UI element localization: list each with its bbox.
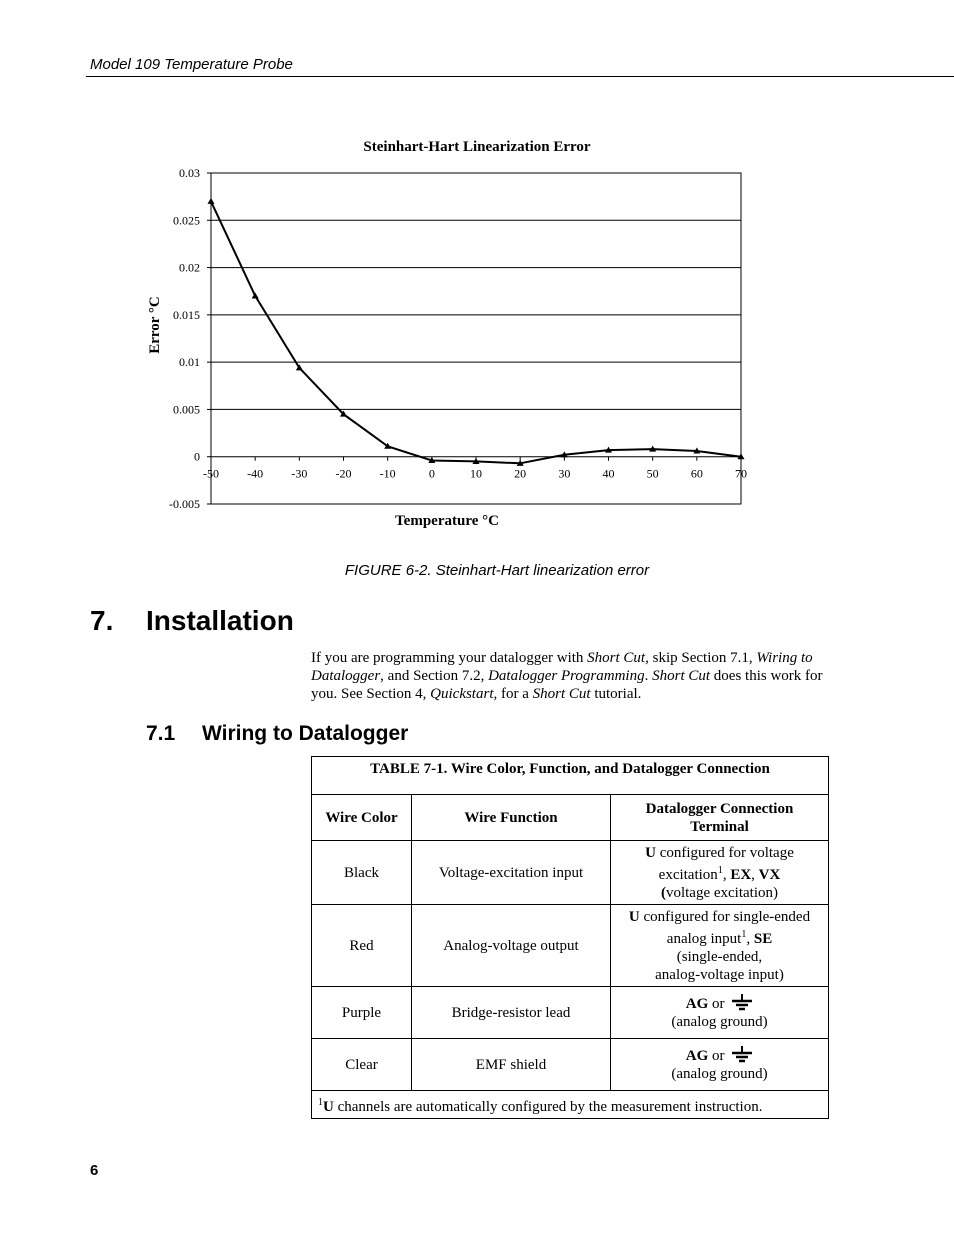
table-row <box>312 1039 829 1091</box>
series-markers <box>208 198 745 466</box>
cell-wire-function: Analog-voltage output <box>412 905 611 987</box>
table-caption: TABLE 7-1. Wire Color, Function, and Datalogger Connection <box>312 757 829 795</box>
x-axis-label: Temperature °C <box>395 513 499 529</box>
cell-terminal <box>611 841 829 905</box>
cell-wire-function: Voltage-excitation input <box>412 841 611 905</box>
intro-emph: Datalogger Programming <box>488 668 645 684</box>
subsection-title: Wiring to Datalogger <box>202 722 409 745</box>
cell-wire-function: Bridge-resistor lead <box>412 987 611 1039</box>
terminal-text: configured for voltage excitation <box>655 844 794 883</box>
y-tick-label: 0.005 <box>173 402 200 417</box>
subsection-heading <box>146 722 408 746</box>
cell-terminal <box>611 987 829 1039</box>
series-line <box>211 201 741 463</box>
table-row <box>312 841 829 905</box>
intro-text: , and Section 7.2, <box>380 668 489 684</box>
x-tick-label: -10 <box>379 466 396 481</box>
x-tick-label: 10 <box>470 466 482 481</box>
cell-wire-function: EMF shield <box>412 1039 611 1091</box>
footnote-text: channels are automatically configured by the measurement instruction. <box>333 1098 763 1115</box>
x-tick-label: 60 <box>690 466 703 481</box>
y-tick-label: 0.02 <box>179 260 200 275</box>
table-header-row <box>312 795 829 841</box>
data-point-marker <box>208 198 215 204</box>
x-tick-label: -50 <box>203 466 219 481</box>
x-tick-label: 70 <box>735 466 747 481</box>
cell-terminal <box>611 905 829 987</box>
terminal-text: (analog ground) <box>671 1014 768 1030</box>
ground-icon <box>731 994 753 1011</box>
chart-svg <box>0 130 954 540</box>
terminal-sep: , <box>751 866 759 883</box>
figure-caption: FIGURE 6-2. Steinhart-Hart linearization error <box>344 562 650 579</box>
intro-emph: Wiring to Datalogger <box>311 650 813 684</box>
intro-text: , for a <box>493 686 533 702</box>
x-tick-label: -20 <box>335 466 352 481</box>
terminal-text: configured for single-ended analog input <box>639 908 811 947</box>
terminal-ag: AG <box>685 1048 709 1064</box>
footnote-u: U <box>323 1098 334 1115</box>
table-caption-row <box>312 757 829 795</box>
terminal-paren: ( <box>660 884 666 901</box>
data-point-marker <box>252 292 259 298</box>
x-tick-label: -40 <box>247 466 264 481</box>
terminal-vx: VX <box>758 866 781 883</box>
cell-wire-color: Black <box>312 841 412 905</box>
intro-emph: Short Cut <box>532 686 591 702</box>
footnote-mark: 1 <box>318 1096 323 1108</box>
y-tick-labels <box>169 166 200 511</box>
header-rule <box>86 76 954 77</box>
intro-text: , skip Section 7.1, <box>645 650 757 666</box>
footnote-ref: 1 <box>717 864 723 876</box>
intro-emph: Quickstart <box>430 686 494 702</box>
terminal-u: U <box>628 908 640 925</box>
running-header: Model 109 Temperature Probe <box>90 56 293 73</box>
chart <box>0 130 954 540</box>
intro-text: does this work for you. See Section 4, <box>311 668 823 702</box>
x-tick-label: 40 <box>602 466 615 481</box>
table-row <box>312 987 829 1039</box>
x-tick-label: 20 <box>514 466 527 481</box>
header-terminal: Datalogger Connection Terminal <box>611 795 829 841</box>
section-title: Installation <box>146 605 294 636</box>
y-tick-label: 0.01 <box>179 355 200 370</box>
terminal-u: U <box>645 844 656 861</box>
x-tick-label: 30 <box>558 466 571 481</box>
intro-text: . <box>644 668 653 684</box>
intro-emph: Short Cut <box>652 668 711 684</box>
footnote-ref: 1 <box>741 928 747 940</box>
intro-paragraph <box>311 649 831 703</box>
chart-title: Steinhart-Hart Linearization Error <box>363 139 591 155</box>
section-number: 7. <box>90 605 114 636</box>
terminal-text: (single-ended, <box>676 948 763 965</box>
y-tick-label: 0.015 <box>173 307 200 322</box>
x-tick-label: -30 <box>291 466 308 481</box>
cell-wire-color: Purple <box>312 987 412 1039</box>
terminal-text: (analog ground) <box>671 1066 768 1082</box>
intro-text: tutorial. <box>590 686 642 702</box>
header-wire-function: Wire Function <box>412 795 611 841</box>
plot-frame <box>211 173 741 504</box>
page-number: 6 <box>90 1162 99 1179</box>
cell-wire-color: Red <box>312 905 412 987</box>
terminal-ag: AG <box>685 996 709 1012</box>
table-footnote-row <box>312 1091 829 1119</box>
y-axis-label: Error °C <box>147 296 163 354</box>
wire-table <box>311 756 829 1119</box>
x-tick-label: 0 <box>428 466 435 481</box>
terminal-or: or <box>708 1048 729 1064</box>
gridlines <box>207 173 741 504</box>
intro-emph: Short Cut <box>587 650 646 666</box>
terminal-text: analog-voltage input) <box>655 966 784 983</box>
x-tick-label: 50 <box>646 466 659 481</box>
table-footnote <box>312 1091 829 1119</box>
cell-wire-color: Clear <box>312 1039 412 1091</box>
subsection-number: 7.1 <box>146 722 176 745</box>
terminal-sep: , <box>746 930 754 947</box>
terminal-ex: EX <box>730 866 752 883</box>
terminal-or: or <box>708 996 729 1012</box>
y-tick-label: 0 <box>194 449 200 464</box>
y-tick-label: -0.005 <box>169 497 200 511</box>
y-tick-label: 0.03 <box>179 166 200 180</box>
terminal-text: voltage excitation) <box>665 884 779 901</box>
terminal-se: SE <box>753 930 773 947</box>
terminal-sep: , <box>722 866 731 883</box>
ground-icon <box>731 1046 753 1063</box>
cell-terminal <box>611 1039 829 1091</box>
section-heading <box>90 605 294 637</box>
y-tick-label: 0.025 <box>173 213 200 228</box>
intro-text: If you are programming your datalogger with <box>311 650 588 666</box>
table-row <box>312 905 829 987</box>
header-wire-color: Wire Color <box>312 795 412 841</box>
